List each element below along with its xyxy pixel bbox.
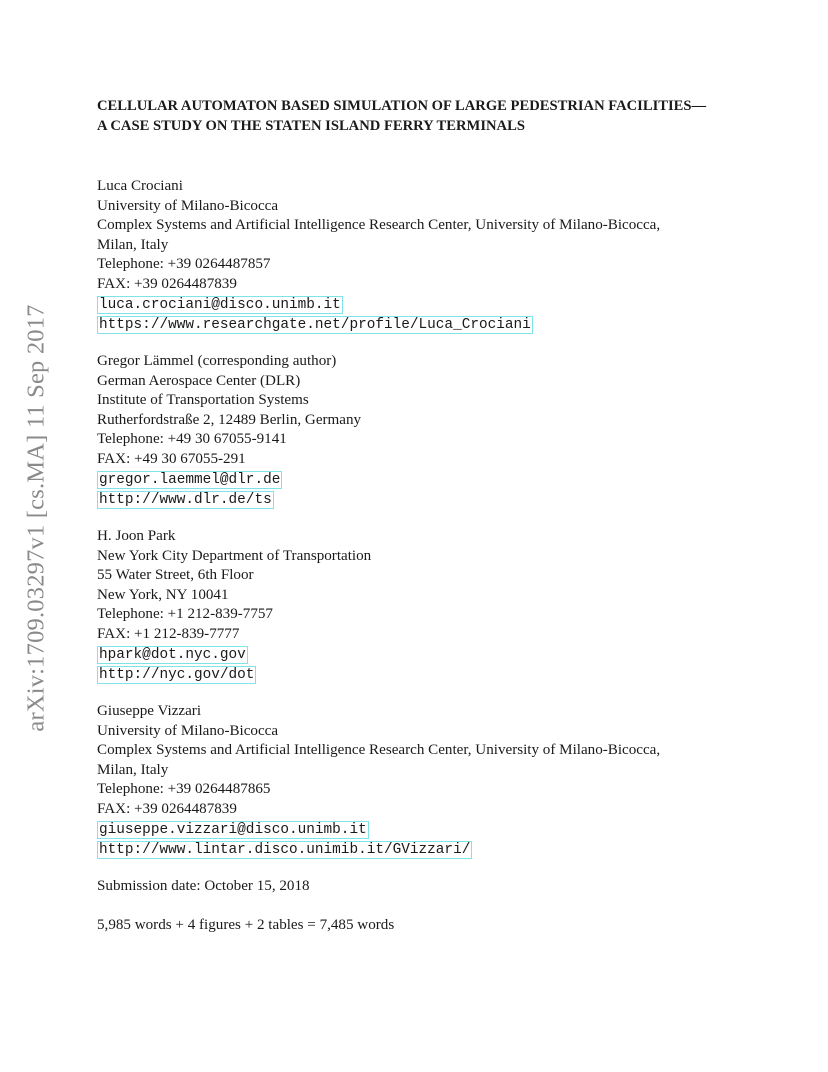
author-affiliation: German Aerospace Center (DLR) [97,372,301,389]
author-block-park [97,527,777,683]
author-location: Milan, Italy [97,236,169,253]
author-affiliation-detail: Complex Systems and Artificial Intelligence Research Center, University of Milano-Bicocca, [97,742,661,758]
paper-front-page [97,96,777,954]
author-affiliation: University of Milano-Bicocca [97,722,279,739]
author-city: New York, NY 10041 [97,586,229,603]
author-url-link[interactable]: http://nyc.gov/dot [99,666,255,683]
author-telephone: Telephone: +39 0264487865 [97,781,271,797]
author-email-link[interactable]: luca.crociani@disco.unimb.it [99,297,341,313]
paper-title [97,96,777,136]
word-count: 5,985 words + 4 figures + 2 tables = 7,485 words [97,916,395,933]
author-name: Giuseppe Vizzari [97,703,202,719]
submission-date: Submission date: October 15, 2018 [97,878,310,894]
author-url-link[interactable]: http://www.lintar.disco.unimib.it/GVizzari/ [99,841,471,858]
author-telephone: Telephone: +1 212-839-7757 [97,606,273,622]
author-address: 55 Water Street, 6th Floor [97,567,254,583]
author-email-link[interactable]: hpark@dot.nyc.gov [99,647,246,663]
author-email-link[interactable]: gregor.laemmel@dlr.de [99,472,281,488]
author-affiliation-detail: Complex Systems and Artificial Intelligence Research Center, University of Milano-Bicocca, [97,217,661,233]
author-address: Rutherfordstraße 2, 12489 Berlin, Germany [97,411,362,428]
author-block-crociani [97,177,777,333]
author-url-link[interactable]: https://www.researchgate.net/profile/Luca_Crociani [99,316,531,333]
author-fax: FAX: +39 0264487839 [97,800,237,817]
author-affiliation: University of Milano-Bicocca [97,197,279,214]
author-name: H. Joon Park [97,528,176,544]
author-location: Milan, Italy [97,761,169,778]
author-telephone: Telephone: +39 0264487857 [97,256,271,272]
author-block-laemmel [97,352,777,508]
author-institute: Institute of Transportation Systems [97,392,309,408]
paper-title-line-1: CELLULAR AUTOMATON BASED SIMULATION OF LARGE PEDESTRIAN FACILITIES— [97,98,707,114]
author-name: Luca Crociani [97,178,183,194]
arxiv-identifier-stamp [22,276,52,760]
paper-title-line-2: A CASE STUDY ON THE STATEN ISLAND FERRY TERMINALS [97,118,525,134]
author-email-link[interactable]: giuseppe.vizzari@disco.unimb.it [99,822,367,838]
author-name: Gregor Lämmel (corresponding author) [97,353,337,369]
author-fax: FAX: +1 212-839-7777 [97,625,240,642]
author-telephone: Telephone: +49 30 67055-9141 [97,431,287,447]
author-url-link[interactable]: http://www.dlr.de/ts [99,491,272,508]
author-fax: FAX: +39 0264487839 [97,275,237,292]
author-fax: FAX: +49 30 67055-291 [97,450,246,467]
author-block-vizzari [97,702,777,858]
arxiv-identifier-text: arXiv:1709.03297v1 [cs.MA] 11 Sep 2017 [23,304,51,732]
author-affiliation: New York City Department of Transportation [97,547,372,564]
